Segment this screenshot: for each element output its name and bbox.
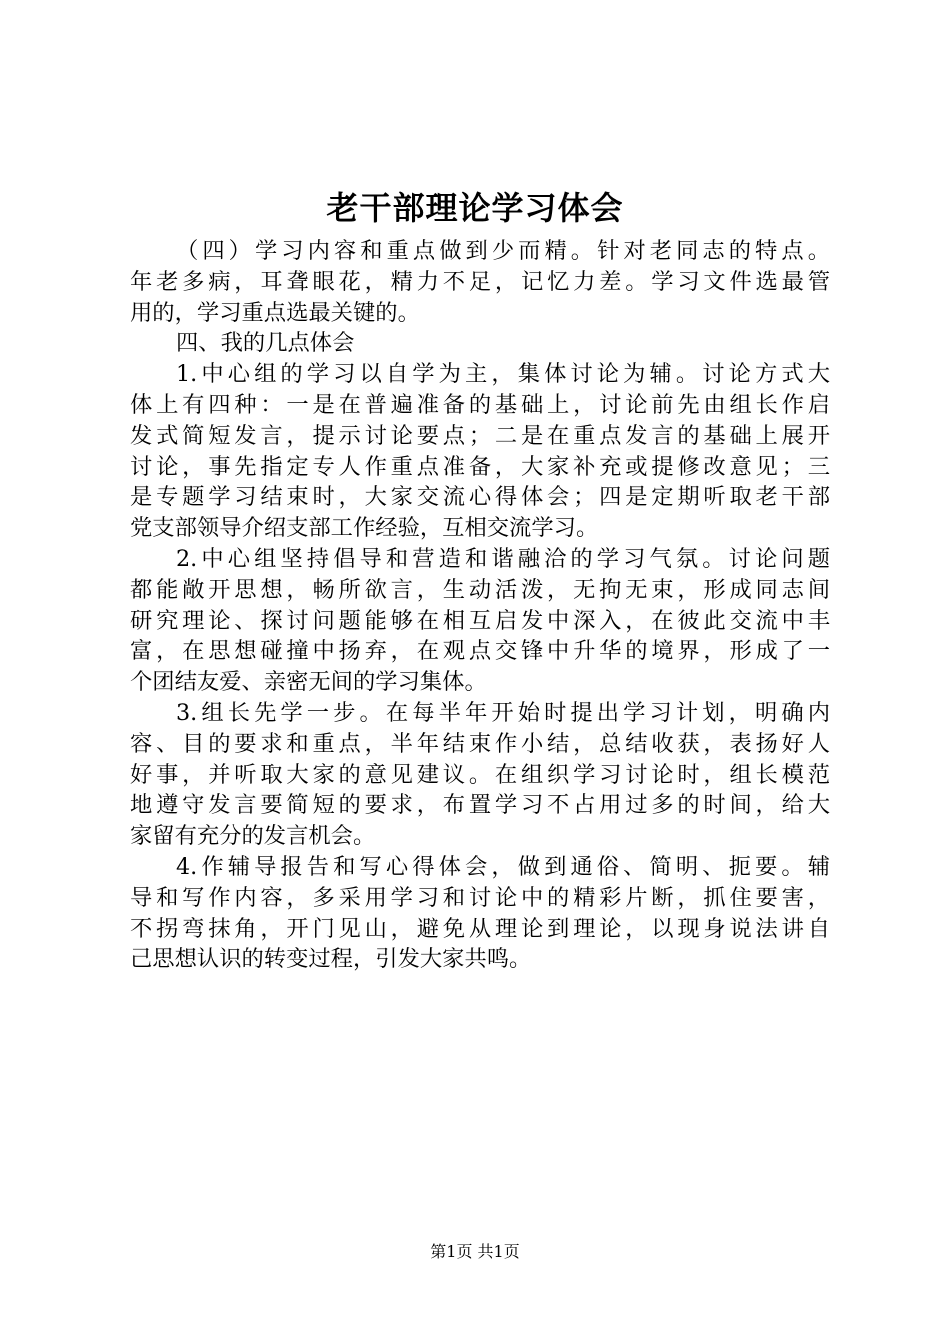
paragraph <box>130 544 830 698</box>
paragraph-line: 4.作辅导报告和写心得体会，做到通俗、简明、扼要。辅 <box>176 853 830 880</box>
paragraph <box>130 698 830 852</box>
paragraph-line: 1.中心组的学习以自学为主，集体讨论为辅。讨论方式大 <box>176 361 830 388</box>
heading-line: 四、我的几点体会 <box>176 330 355 357</box>
paragraph-line: 党支部领导介绍支部工作经验，互相交流学习。 <box>130 515 599 542</box>
page-footer: 第1页 共1页 <box>430 1242 520 1261</box>
paragraph-line: 2.中心组坚持倡导和营造和谐融洽的学习气氛。讨论问题 <box>176 545 830 572</box>
paragraph <box>130 359 830 544</box>
paragraph-line: 用的，学习重点选最关键的。 <box>130 299 420 326</box>
paragraph-line: 3.组长先学一步。在每半年开始时提出学习计划，明确内 <box>176 699 830 726</box>
document-body <box>130 236 830 975</box>
paragraph <box>130 852 830 975</box>
paragraph-line: 好事，并听取大家的意见建议。在组织学习讨论时，组长模范 <box>130 761 830 788</box>
paragraph-line: 研究理论、探讨问题能够在相互启发中深入，在彼此交流中丰 <box>130 607 830 634</box>
paragraph-line: （四）学习内容和重点做到少而精。针对老同志的特点。 <box>176 238 830 264</box>
section-heading <box>130 328 830 359</box>
paragraph-line: 富，在思想碰撞中扬弃，在观点交锋中升华的境界，形成了一 <box>130 638 830 665</box>
paragraph-line: 地遵守发言要简短的要求，布置学习不占用过多的时间，给大 <box>130 792 830 819</box>
paragraph-line: 发式简短发言，提示讨论要点；二是在重点发言的基础上展开 <box>130 422 830 449</box>
paragraph-line: 都能敞开思想，畅所欲言，生动活泼，无拘无束，形成同志间 <box>130 576 830 603</box>
paragraph-line: 年老多病，耳聋眼花，精力不足，记忆力差。学习文件选最管 <box>130 268 830 295</box>
paragraph-line: 导和写作内容，多采用学习和讨论中的精彩片断，抓住要害， <box>130 884 830 911</box>
paragraph-line: 是专题学习结束时，大家交流心得体会；四是定期听取老干部 <box>130 484 830 511</box>
paragraph-line: 讨论，事先指定专人作重点准备，大家补充或提修改意见；三 <box>130 453 830 480</box>
paragraph-line: 体上有四种：一是在普遍准备的基础上，讨论前先由组长作启 <box>130 391 830 418</box>
paragraph <box>130 236 830 328</box>
paragraph-line: 个团结友爱、亲密无间的学习集体。 <box>130 669 487 696</box>
paragraph-line: 己思想认识的转变过程，引发大家共鸣。 <box>130 946 532 973</box>
paragraph-line: 不拐弯抹角，开门见山，避免从理论到理论，以现身说法讲自 <box>130 915 830 942</box>
document-title: 老干部理论学习体会 <box>326 189 624 227</box>
paragraph-line: 容、目的要求和重点，半年结束作小结，总结收获，表扬好人 <box>130 730 830 757</box>
paragraph-line: 家留有充分的发言机会。 <box>130 823 376 850</box>
